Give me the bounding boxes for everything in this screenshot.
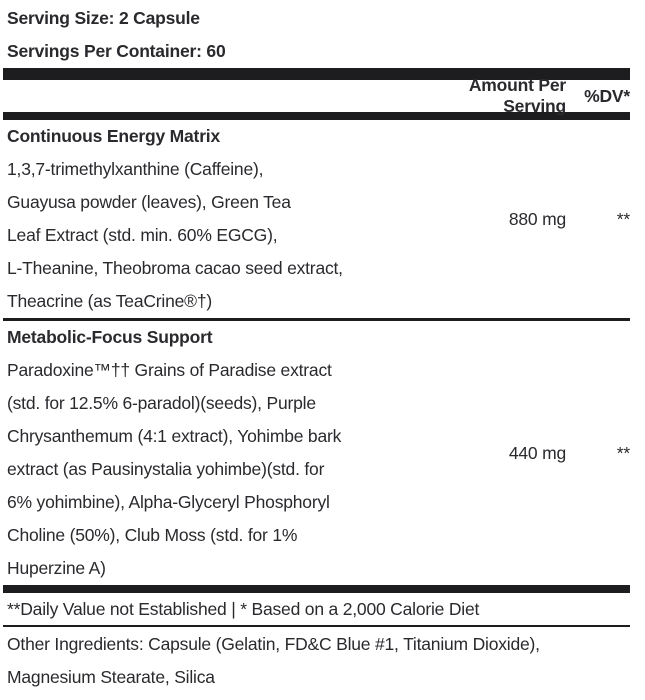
section-lines [3, 321, 406, 585]
ingredient-line: Huperzine A) [7, 558, 106, 578]
section-lines [3, 120, 406, 318]
ingredient-line: L-Theanine, Theobroma cacao seed extract, [7, 258, 343, 278]
amount-value: 440 mg [508, 442, 566, 463]
ingredient-line: Paradoxine™†† Grains of Paradise extract [7, 360, 332, 380]
ingredient-line: Choline (50%), Club Moss (std. for 1% [7, 525, 298, 545]
ingredient-line: Leaf Extract (std. min. 60% EGCG), [7, 225, 278, 245]
servings-per-container: Servings Per Container: 60 [7, 41, 226, 61]
dv-value: ** [616, 208, 630, 229]
sections [3, 120, 630, 585]
dv-header: %DV* [584, 85, 630, 106]
dv-value: ** [616, 442, 630, 463]
section-title: Continuous Energy Matrix [7, 126, 220, 146]
amount-value: 880 mg [508, 208, 566, 229]
ingredient-line: Guayusa powder (leaves), Green Tea [7, 192, 291, 212]
ingredient-section [3, 120, 630, 318]
other-ingredients [3, 627, 630, 694]
ingredient-line: 6% yohimbine), Alpha-Glyceryl Phosphoryl [7, 492, 330, 512]
other-ingredients-line: Other Ingredients: Capsule (Gelatin, FD&C Blue #1, Titanium Dioxide), [7, 634, 540, 654]
section-title: Metabolic-Focus Support [7, 327, 213, 347]
other-ingredients-line: Magnesium Stearate, Silica [7, 667, 215, 687]
footnote-top-bar [3, 585, 630, 593]
ingredient-line: Theacrine (as TeaCrine®†) [7, 291, 213, 311]
ingredient-line: extract (as Pausinystalia yohimbe)(std. for [7, 459, 325, 479]
daily-value-footnote: **Daily Value not Established | * Based on a 2,000 Calorie Diet [7, 599, 480, 619]
amount-per-serving-header: Amount Per Serving [468, 75, 566, 116]
ingredient-line: (std. for 12.5% 6-paradol)(seeds), Purple [7, 393, 316, 413]
serving-size: Serving Size: 2 Capsule [7, 8, 200, 28]
ingredient-line: Chrysanthemum (4:1 extract), Yohimbe bark [7, 426, 342, 446]
ingredient-section [3, 321, 630, 585]
column-header-row [3, 75, 630, 116]
footnote-row [3, 593, 630, 625]
ingredient-line: 1,3,7-trimethylxanthine (Caffeine), [7, 159, 264, 179]
